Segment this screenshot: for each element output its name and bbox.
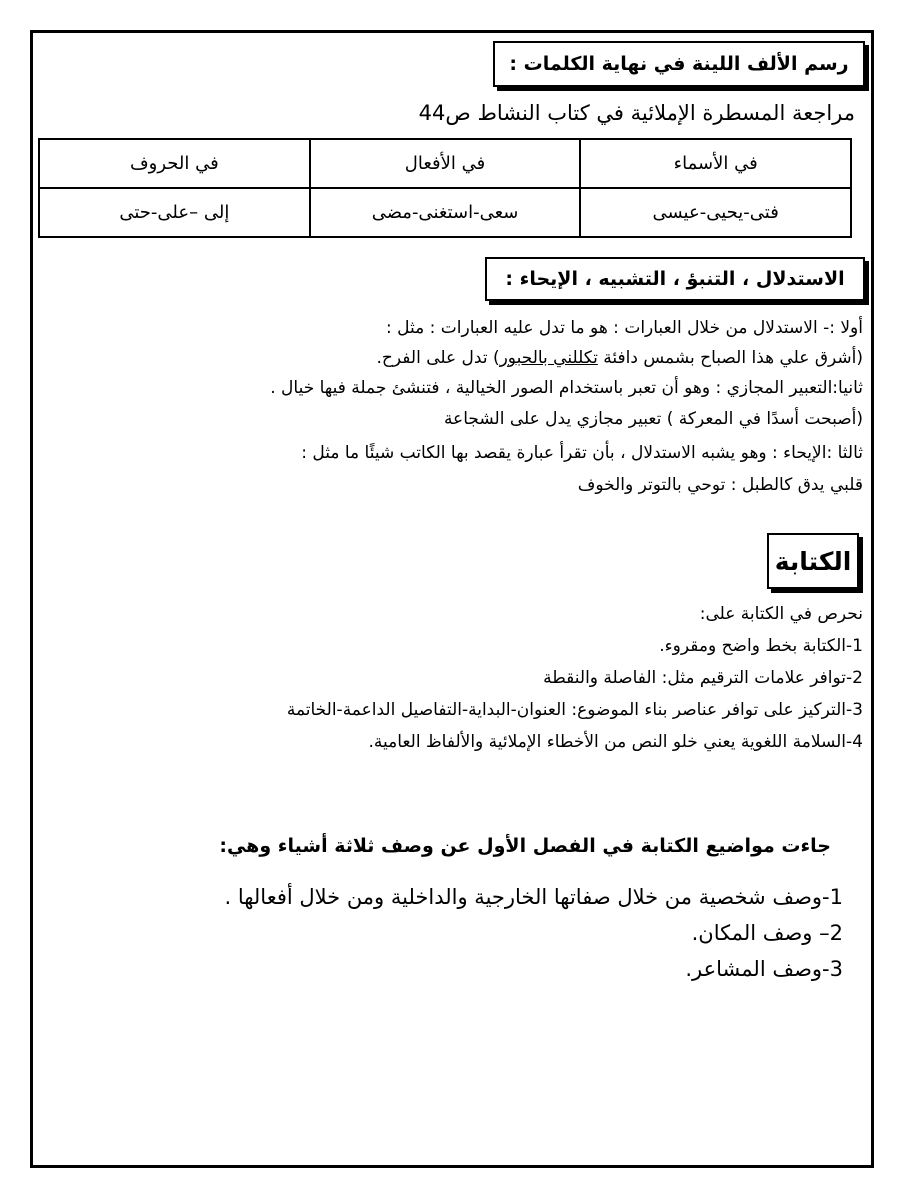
section3-title: الكتابة bbox=[774, 546, 852, 576]
writing-item-1: 1-الكتابة بخط واضح ومقروء. bbox=[659, 636, 863, 656]
writing-item-2: 2-توافر علامات الترقيم مثل: الفاصلة والنقطة bbox=[543, 668, 863, 688]
alef-table bbox=[38, 138, 852, 238]
inference-line-1: أولا :- الاستدلال من خلال العبارات : هو ما تدل عليه العبارات : مثل : bbox=[385, 318, 863, 338]
topic-item-1: 1-وصف شخصية من خلال صفاتها الخارجية والداخلية ومن خلال أفعالها . bbox=[224, 885, 843, 909]
table-cell-letters: إلى –على-حتى bbox=[39, 188, 310, 237]
section2-title: الاستدلال ، التنبؤ ، التشبيه ، الإيحاء : bbox=[505, 268, 845, 290]
inference-line-3: ثانيا:التعبير المجازي : وهو أن تعبر باستخدام الصور الخيالية ، فتنشئ جملة فيها خيال . bbox=[270, 378, 863, 398]
topics-heading: جاءت مواضيع الكتابة في الفصل الأول عن وصف ثلاثة أشياء وهي: bbox=[219, 835, 831, 857]
table-header-verbs: في الأفعال bbox=[310, 139, 581, 188]
inference-line-2-post: ) تدل على الفرح. bbox=[376, 348, 500, 368]
table-cell-nouns: فتى-يحيى-عيسى bbox=[580, 188, 851, 237]
table-cell-verbs: سعى-استغنى-مضى bbox=[310, 188, 581, 237]
writing-intro: نحرص في الكتابة على: bbox=[699, 604, 863, 624]
table-header-letters: في الحروف bbox=[39, 139, 310, 188]
topic-item-3: 3-وصف المشاعر. bbox=[685, 957, 843, 981]
section1-title-box bbox=[493, 41, 865, 87]
table-header-row bbox=[39, 139, 851, 188]
inference-line-2 bbox=[377, 347, 863, 369]
table-row bbox=[39, 188, 851, 237]
section3-title-box bbox=[767, 533, 859, 589]
inference-line-2-pre: (أشرق علي هذا الصباح بشمس دافئة bbox=[597, 348, 863, 368]
table-header-nouns: في الأسماء bbox=[580, 139, 851, 188]
inference-line-5: ثالثا :الإيحاء : وهو يشبه الاستدلال ، بأن تقرأ عبارة يقصد بها الكاتب شيئًا ما مثل : bbox=[301, 443, 863, 463]
section1-subtitle: مراجعة المسطرة الإملائية في كتاب النشاط ص44 bbox=[418, 101, 855, 125]
page-frame bbox=[30, 30, 874, 1168]
inference-line-6: قلبي يدق كالطبل : توحي بالتوتر والخوف bbox=[577, 475, 863, 495]
writing-item-3: 3-التركيز على توافر عناصر بناء الموضوع: العنوان-البداية-التفاصيل الداعمة-الخاتمة bbox=[286, 700, 863, 720]
section2-title-box bbox=[485, 257, 865, 301]
inference-line-2-underlined: تكللني بالحبور bbox=[499, 348, 598, 368]
topic-item-2: 2– وصف المكان. bbox=[691, 921, 843, 945]
section1-title: رسم الألف اللينة في نهاية الكلمات : bbox=[509, 53, 849, 75]
inference-line-4: (أصبحت أسدًا في المعركة ) تعبير مجازي يدل على الشجاعة bbox=[443, 409, 863, 429]
writing-item-4: 4-السلامة اللغوية يعني خلو النص من الأخطاء الإملائية والألفاظ العامية. bbox=[368, 732, 863, 752]
